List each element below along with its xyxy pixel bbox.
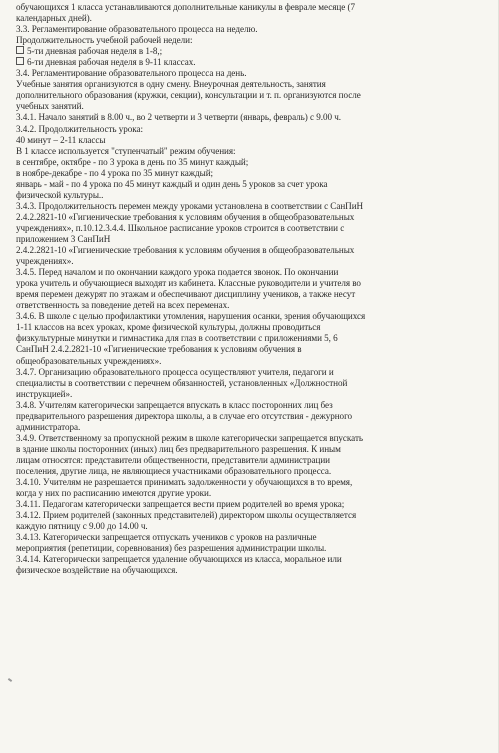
- text-line: 3.4.3. Продолжительность перемен между уроками установлена в соответствии с СанПиН: [16, 200, 364, 211]
- text-line: 3.4.12. Прием родителей (законных представителей) директором школы осуществляется: [16, 510, 357, 521]
- text-line: инструкцией».: [16, 388, 73, 399]
- text-line: каждую пятницу с 9.00 до 14.00 ч.: [16, 521, 148, 532]
- text-line: 40 минут – 2-11 классы: [16, 134, 106, 145]
- text-line: 3.4.14. Категорически запрещается удаление обучающихся из класса, моральное или: [16, 554, 342, 565]
- checkbox-label: 5-ти дневная рабочая неделя в 1-8,;: [27, 46, 163, 57]
- text-line: физическое воздействие на обучающихся.: [16, 565, 178, 576]
- text-line: поселения, другие лица, не являющиеся участниками образовательного процесса.: [16, 465, 332, 476]
- text-line: физкультурные минутки и гимнастика для глаз в соответствии с приложениями 5, 6: [16, 333, 338, 344]
- text-line: в сентябре, октябре - по 3 урока в день по 35 минут каждый;: [16, 156, 249, 167]
- text-line: 3.4.2. Продолжительность урока:: [16, 123, 144, 134]
- text-line: учебных занятий.: [16, 101, 84, 112]
- checkbox-icon: [16, 46, 24, 54]
- text-line: 3.4.5. Перед началом и по окончании каждого урока подается звонок. По окончании: [16, 267, 339, 278]
- text-line: 3.4.11. Педагогам категорически запрещается вести прием родителей во время урока;: [16, 499, 345, 510]
- section-heading: 3.4. Регламентирование образовательного процесса на день.: [16, 68, 247, 79]
- text-line: когда у них по расписанию имеются другие уроки.: [16, 488, 212, 499]
- text-line: январь - май - по 4 урока по 45 минут каждый и один день 5 уроков за счет урока: [16, 178, 328, 189]
- text-line: дополнительного образования (кружки, секции), консультации и т. п. организуются после: [16, 90, 361, 101]
- text-line: 3.4.10. Учителям не разрешается принимать задолженности у обучающихся в то время,: [16, 477, 353, 488]
- text-line: Продолжительность учебной рабочей недели:: [16, 35, 193, 46]
- text-line: приложением 3 СанПиН: [16, 233, 111, 244]
- checkbox-item: [16, 46, 491, 57]
- text-line: 2.4.2.2821-10 «Гигиенические требования к условиям обучения в общеобразовательных: [16, 211, 355, 222]
- text-line: Учебные занятия организуются в одну смену. Внеурочная деятельность, занятия: [16, 79, 326, 90]
- text-line: 1-11 классов на всех уроках, кроме физической культуры, должны проводиться: [16, 322, 321, 333]
- checkbox-icon: [16, 57, 24, 65]
- text-line: обучающихся 1 класса устанавливаются дополнительные каникулы в феврале месяце (7: [16, 2, 355, 12]
- text-line: в здание школы посторонних (иных) лиц без предварительного разрешения. К иным: [16, 443, 341, 454]
- text-line: учреждениях», п.10.12.3.4.4. Школьное расписание уроков строится в соответствии с: [16, 222, 345, 233]
- text-line: время перемен дежурят по этажам и обеспечивают дисциплину учеников, а также несут: [16, 289, 356, 300]
- text-line: ответственность за поведение детей на всех переменах.: [16, 300, 230, 311]
- text-line: предварительного разрешения директора школы, а в случае его отсутствия - дежурного: [16, 410, 353, 421]
- text-line: 3.4.9. Ответственному за пропускной режим в школе категорически запрещается впускать: [16, 432, 363, 443]
- document-page: [16, 2, 491, 576]
- text-line: урока учитель и обучающиеся выходят из кабинета. Классные руководители и учителя во: [16, 278, 361, 289]
- text-line: физической культуры..: [16, 189, 104, 200]
- text-line: общеобразовательных учреждениях».: [16, 355, 162, 366]
- text-line: СанПиН 2.4.2.2821-10 «Гигиенические требования к условиям обучения в: [16, 344, 302, 355]
- text-line: лицам относятся: представители общественности, представители администрации: [16, 454, 330, 465]
- text-line: 3.4.13. Категорически запрещается отпускать учеников с уроков на различные: [16, 532, 317, 543]
- text-line: 2.4.2.2821-10 «Гигиенические требования к условиям обучения в общеобразовательных: [16, 245, 355, 256]
- text-line: В 1 классе используется "ступенчатый" режим обучения:: [16, 145, 236, 156]
- checkbox-item: [16, 57, 491, 68]
- text-line: 3.4.7. Организацию образовательного процесса осуществляют учителя, педагоги и: [16, 366, 334, 377]
- text-line: учреждениях».: [16, 256, 74, 267]
- text-line: календарных дней).: [16, 13, 92, 24]
- text-line: 3.4.1. Начало занятий в 8.00 ч., во 2 четверти и 3 четверти (январь, февраль) с 9.00 ч.: [16, 112, 341, 123]
- text-line: специалисты в соответствии с перечнем обязанностей, установленных «Должностной: [16, 377, 348, 388]
- section-heading: 3.3. Регламентирование образовательного процесса на неделю.: [16, 24, 258, 35]
- checkbox-label: 6-ти дневная рабочая неделя в 9-11 классах.: [27, 57, 196, 68]
- text-line: в ноябре-декабре - по 4 урока по 35 минут каждый;: [16, 167, 214, 178]
- text-line: администратора.: [16, 421, 81, 432]
- text-line: мероприятия (репетиции, соревнования) без разрешения администрации школы.: [16, 543, 327, 554]
- text-line: 3.4.6. В школе с целью профилактики утомления, нарушения осанки, зрения обучающихся: [16, 311, 366, 322]
- scan-artifact-mark: [8, 678, 12, 682]
- text-line: 3.4.8. Учителям категорически запрещается впускать в класс посторонних лиц без: [16, 399, 333, 410]
